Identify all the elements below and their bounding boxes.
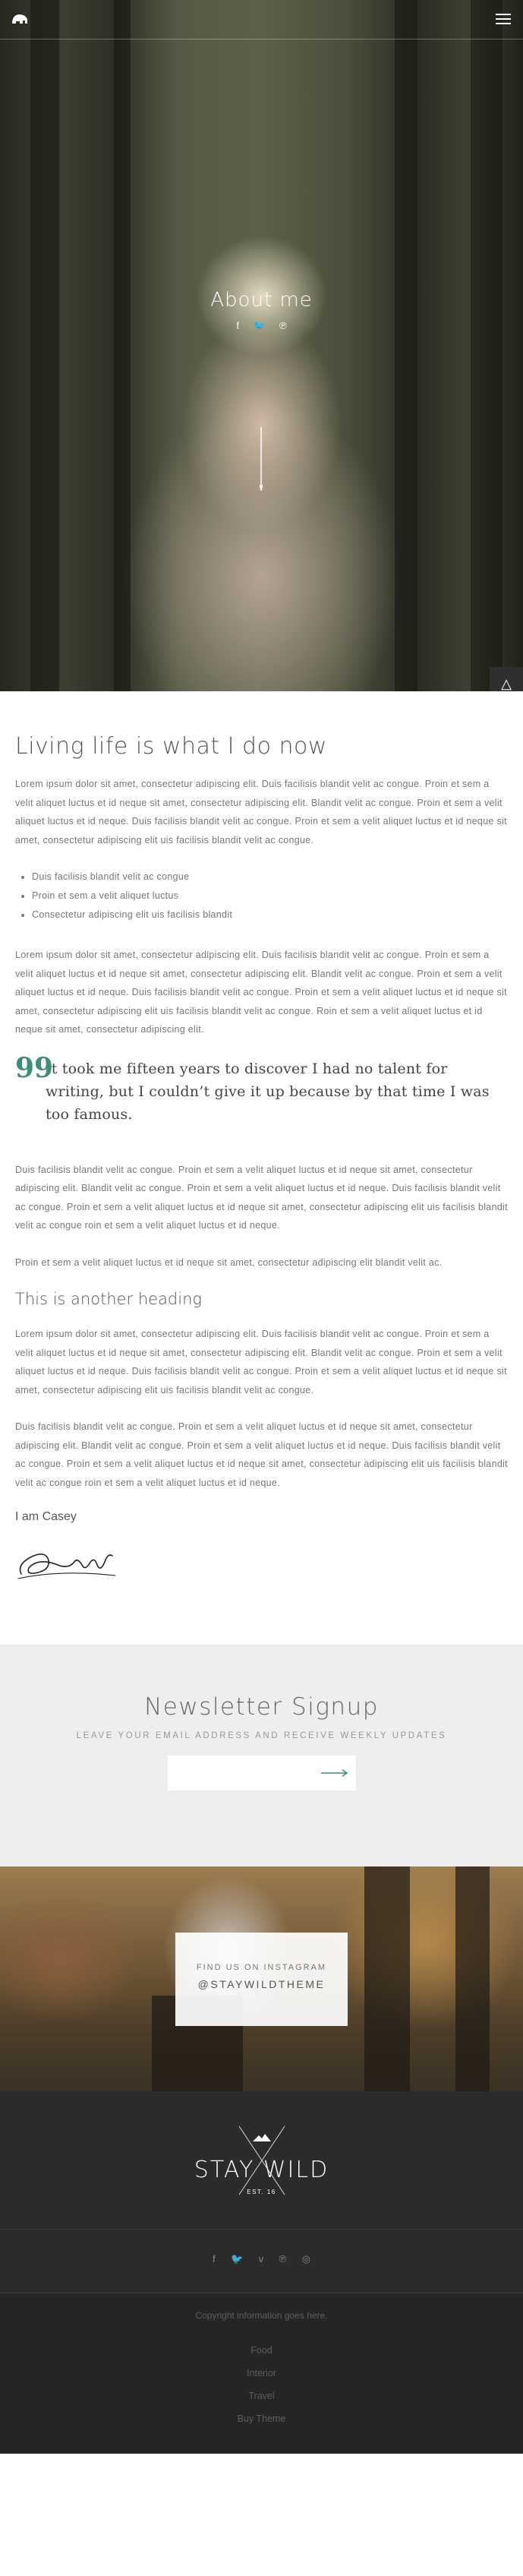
site-footer [0,2091,523,2454]
tree-trunk [471,0,503,691]
subheading: This is another heading [15,1290,203,1308]
tree-trunk [455,1866,490,2091]
footer-bottom [0,2293,523,2454]
signoff-text: I am Casey [15,1510,77,1523]
handwritten-signature [15,1535,121,1588]
tree-trunk [114,0,131,691]
tree-trunk [30,0,59,691]
footer-link-travel[interactable]: Travel [248,2391,275,2401]
tree-trunk [395,0,417,691]
quote-text: It took me fifteen years to discover I had no talent for writing, but I couldn’t give it up because by that time I was too famous. [46,1060,490,1123]
twitter-icon[interactable]: 🐦 [231,2253,244,2265]
footer-nav [0,2339,523,2430]
instagram-handle: @STAYWILDTHEME [197,1978,326,1990]
instagram-banner [0,1866,523,2091]
copyright-text: Copyright information goes here. [195,2310,328,2321]
instagram-icon[interactable]: ◎ [301,2253,311,2265]
hero-social-links [0,319,523,333]
instagram-link[interactable] [175,1933,348,2026]
elephant-logo-icon[interactable] [11,13,29,25]
blockquote [15,1051,508,1126]
paragraph: Duis facilisis blandit velit ac congue. Proin et sem a velit aliquet luctus et id neque sit amet, consectetur adipiscing elit. Blandit velit ac congue. Proin et sem a velit aliquet luctus et id neque. Duis facilisis blandit velit ac congue. Proin et sem a velit aliquet luctus et id neque sit amet, consectetur adipiscing elit uis facilisis blandit velit ac congue roin et sem a velit aliquet luctus et id neque. [15,1421,508,1488]
paragraph: Lorem ipsum dolor sit amet, consectetur adipiscing elit. Duis facilisis blandit velit ac congue. Proin et sem a velit aliquet luctus et id neque sit amet, consectetur adipiscing elit. Blandit velit ac congue. Proin et sem a velit aliquet luctus et id neque. Duis facilisis blandit velit ac congue. Proin et sem a velit aliquet luctus et id neque sit amet, consectetur adipiscing elit uis facilisis blandit velit ac congue. Roin et sem a velit aliquet luctus et id neque sit amet, consectetur adipiscing elit. [15,950,507,1035]
facebook-icon[interactable]: f [236,320,239,331]
pinterest-icon[interactable]: ℗ [279,2253,287,2265]
paragraph: Duis facilisis blandit velit ac congue. Proin et sem a velit aliquet luctus et id neque sit amet, consectetur adipiscing elit. Blandit velit ac congue. Proin et sem a velit aliquet luctus et id neque. Duis facilisis blandit velit ac congue. Proin et sem a velit aliquet luctus et id neque sit amet, consectetur adipiscing elit uis facilisis blandit velit ac congue roin et sem a velit aliquet luctus et id neque. [15,1164,508,1231]
newsletter-form [168,1756,356,1791]
instagram-label: FIND US ON INSTAGRAM [196,1963,327,1972]
arrow-down-icon[interactable] [260,427,263,491]
newsletter-section [0,1645,523,1866]
top-nav-bar [0,0,523,40]
pinterest-icon[interactable]: ℗ [279,320,287,331]
article-body [0,691,523,1645]
article-heading: Living life is what I do now [15,733,327,760]
paragraph: Lorem ipsum dolor sit amet, consectetur adipiscing elit. Duis facilisis blandit velit ac congue. Proin et sem a velit aliquet luctus et id neque sit amet, consectetur adipiscing elit. Blandit velit ac congue. Proin et sem a velit aliquet luctus et id neque. Duis facilisis blandit velit ac congue. Proin et sem a velit aliquet luctus et id neque sit amet, consectetur adipiscing elit uis facilisis blandit velit ac congue. [15,1329,507,1395]
quote-mark-icon: 99 [15,1051,54,1084]
tree-trunk [364,1866,410,2091]
list-item: • Consectetur adipiscing elit uis facilisis blandit [32,906,508,925]
paragraph: Proin et sem a velit aliquet luctus et id neque sit amet, consectetur adipiscing elit blandit velit ac. [15,1256,443,1268]
footer-brand-name: STAY WILD [194,2157,329,2183]
back-to-top-button[interactable]: △ [490,667,523,691]
footer-link-interior[interactable]: Interior [247,2368,276,2378]
arrow-right-icon[interactable] [321,1768,348,1778]
email-field[interactable] [186,1756,338,1791]
footer-brand [0,2091,523,2230]
footer-social-links [0,2230,523,2293]
hamburger-menu-icon[interactable] [496,14,511,24]
newsletter-title: Newsletter Signup [144,1693,379,1721]
footer-brand-est: EST. 16 [247,2189,276,2195]
list-item: • Duis facilisis blandit velit ac congue [32,868,508,887]
newsletter-subtitle: LEAVE YOUR EMAIL ADDRESS AND RECEIVE WEEKLY UPDATES [76,1731,447,1740]
bullet-list [32,868,508,925]
list-item: • Proin et sem a velit aliquet luctus [32,887,508,906]
footer-link-food[interactable]: Food [250,2345,273,2356]
vimeo-icon[interactable]: v [258,2253,264,2265]
hero-section [0,0,523,691]
footer-link-buy-theme[interactable]: Buy Theme [237,2413,286,2424]
paragraph: Lorem ipsum dolor sit amet, consectetur adipiscing elit. Duis facilisis blandit velit ac congue. Proin et sem a velit aliquet luctus et id neque sit amet, consectetur adipiscing elit. Blandit velit ac congue. Proin et sem a velit aliquet luctus et id neque. Duis facilisis blandit velit ac congue. Proin et sem a velit aliquet luctus et id neque sit amet, consectetur adipiscing elit uis facilisis blandit velit ac congue. [15,779,507,845]
hero-title: About me [210,289,313,311]
facebook-icon[interactable]: f [212,2253,216,2265]
twitter-icon[interactable]: 🐦 [253,320,266,331]
